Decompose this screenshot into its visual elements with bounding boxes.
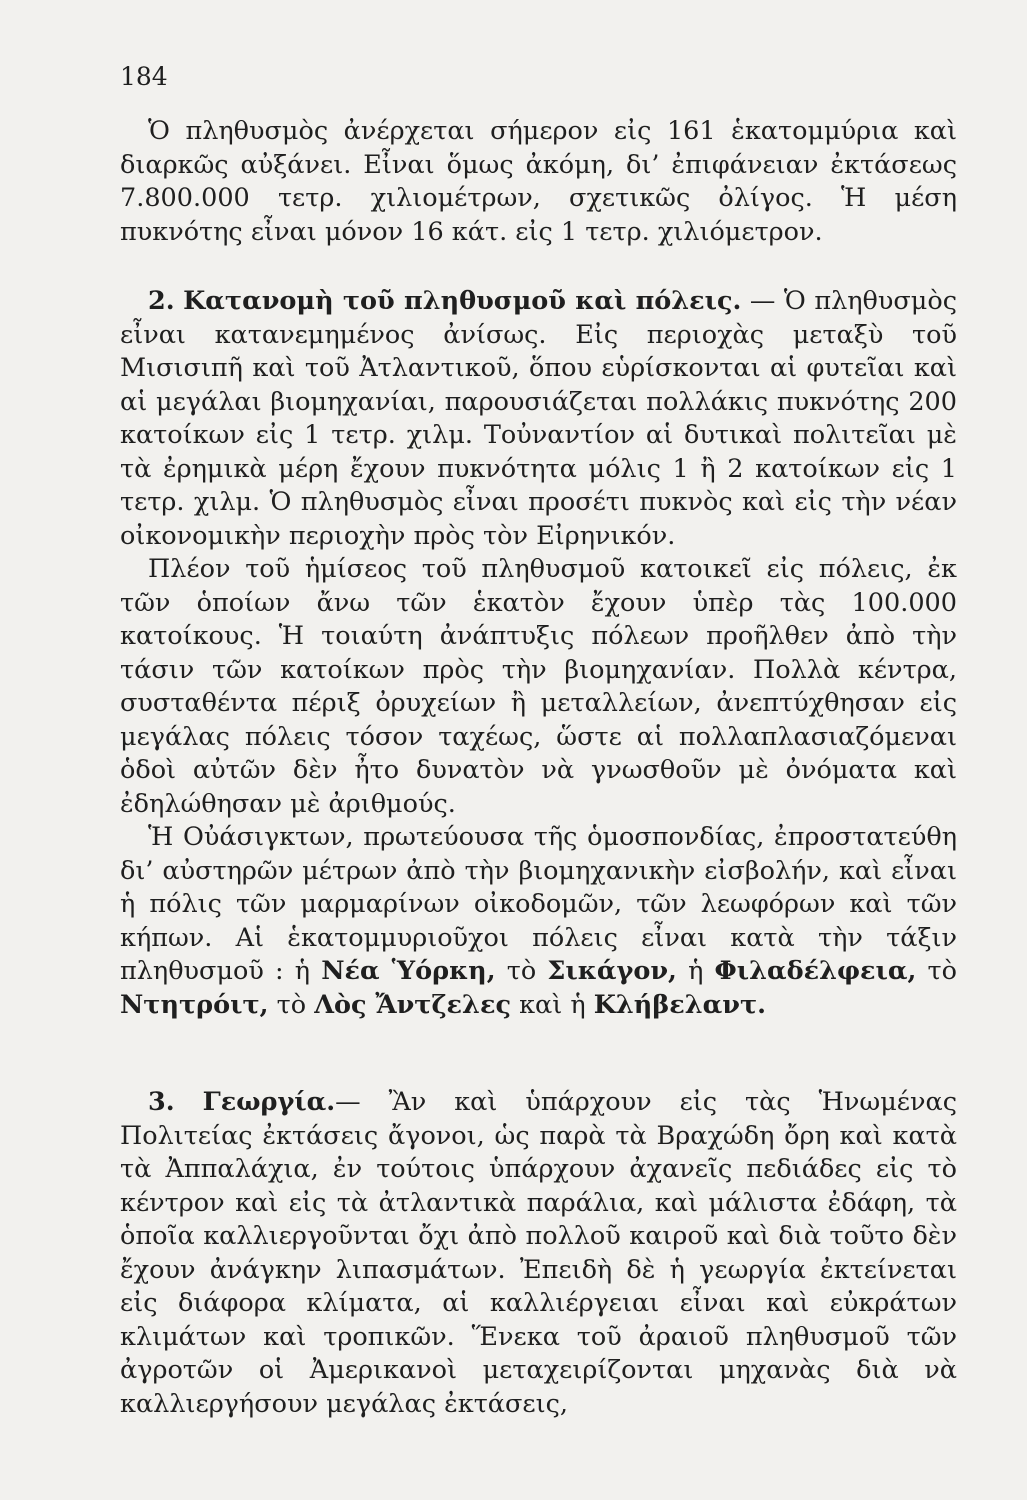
section-2-heading: Κατανομὴ τοῦ πληθυσμοῦ καὶ πόλεις. [183, 286, 742, 316]
conjunction: καὶ [519, 989, 563, 1020]
city-philadelphia: Φιλαδέλφεια, [714, 956, 917, 986]
section-3-number: 3. [148, 1087, 175, 1117]
article-4: τὸ [927, 956, 957, 986]
cities-intro-text: Ἡ Οὐάσιγκτων, πρωτεύουσα τῆς ὁμοσπονδίας, ἐπροστατεύθη δι’ αὐστηρῶν μέτρων ἀπὸ τὴν βιομηχανικὴν εἰσβολήν, καὶ εἶναι ἡ πόλις τῶν μαρμαρίνων οἰκοδομῶν, τῶν λεωφόρων καὶ τῶν κήπων. Αἱ ἑκατομμυριοῦχοι πόλεις εἶναι κατὰ τὴν τάξιν πληθυσμοῦ : [120, 822, 957, 986]
section-2-paragraph-1 [120, 285, 957, 553]
section-3-heading: Γεωργία. [202, 1087, 336, 1117]
intro-paragraph: Ὁ πληθυσμὸς ἀνέρχεται σήμερον εἰς 161 ἑκατομμύρια καὶ διαρκῶς αὐξάνει. Εἶναι ὅμως ἀκόμη, δι’ ἐπιφάνειαν ἐκτάσεως 7.800.000 τετρ. χιλιομέτρων, σχετικῶς ὀλίγος. Ἡ μέση πυκνότης εἶναι μόνον 16 κάτ. εἰς 1 τετρ. χιλιόμετρον. [120, 116, 957, 247]
section-3-paragraph [120, 1086, 957, 1421]
section-2-paragraph-2: Πλέον τοῦ ἡμίσεος τοῦ πληθυσμοῦ κατοικεῖ εἰς πόλεις, ἐκ τῶν ὁποίων ἄνω τῶν ἑκατὸν ἔχουν ὑπὲρ τὰς 100.000 κατοίκους. Ἡ τοιαύτη ἀνάπτυξις πόλεων προῆλθεν ἀπὸ τὴν τάσιν τῶν κατοίκων πρὸς τὴν βιομηχανίαν. Πολλὰ κέντρα, συσταθέντα πέριξ ὀρυχείων ἢ μεταλλείων, ἀνεπτύχθησαν εἰς μεγάλας πόλεις τόσον ταχέως, ὥστε αἱ πολλαπλασιαζόμεναι ὁδοὶ αὐτῶν δὲν ἦτο δυνατὸν νὰ γνωσθοῦν μὲ ὀνόματα καὶ ἐδηλώθησαν μὲ ἀριθμούς. [120, 554, 957, 819]
city-cleveland: Κλήβελαντ. [593, 989, 766, 1020]
city-los-angeles: Λὸς Ἄντζελες [314, 989, 511, 1020]
article-6: ἡ [570, 989, 586, 1020]
section-2-text: — Ὁ πληθυσμὸς εἶναι κατανεμημένος ἀνίσως. Εἰς περιοχὰς μεταξὺ τοῦ Μισισιπῆ καὶ τοῦ Ἀτλαντικοῦ, ὅπου εὑρίσκονται αἱ φυτεῖαι καὶ αἱ μεγάλαι βιομηχανίαι, παρουσιάζεται πολλάκις πυκνότης 200 κατοίκων εἰς 1 τετρ. χιλμ. Τοὐναντίον αἱ δυτικαὶ πολιτεῖαι μὲ τὰ ἐρημικὰ μέρη ἔχουν πυκνότητα μόλις 1 ἢ 2 κατοίκων εἰς 1 τετρ. χιλμ. Ὁ πληθυσμὸς εἶναι προσέτι πυκνὸς καὶ εἰς τὴν νέαν οἰκονομικὴν περιοχὴν πρὸς τὸν Εἰρηνικόν. [120, 286, 958, 551]
article-3: ἡ [688, 956, 704, 986]
section-2-paragraph-3 [120, 821, 957, 1022]
article-1: ἡ [294, 956, 311, 986]
city-chicago: Σικάγον, [547, 956, 677, 986]
article-2: τὸ [506, 956, 537, 986]
city-new-york: Νέα Ὑόρκη, [321, 956, 496, 986]
page-number: 184 [120, 62, 168, 91]
article-5: τὸ [276, 989, 307, 1020]
section-2-number: 2. [148, 286, 175, 316]
section-3-text: — Ἂν καὶ ὑπάρχουν εἰς τὰς Ἡνωμένας Πολιτείας ἐκτάσεις ἄγονοι, ὡς παρὰ τὰ Βραχώδη ὄρη καὶ κατὰ τὰ Ἀππαλάχια, ἐν τούτοις ὑπάρχουν ἀχανεῖς πεδιάδες εἰς τὸ κέντρον καὶ εἰς τὰ ἀτλαντικὰ παράλια, καὶ μάλιστα ἐδάφη, τὰ ὁποῖα καλλιεργοῦνται ὄχι ἀπὸ πολλοῦ καιροῦ καὶ διὰ τοῦτο δὲν ἔχουν ἀνάγκην λιπασμάτων. Ἐπειδὴ δὲ ἡ γεωργία ἐκτείνεται εἰς διάφορα κλίματα, αἱ καλλιέργειαι εἶναι καὶ εὐκράτων κλιμάτων καὶ τροπικῶν. Ἕνεκα τοῦ ἀραιοῦ πληθυσμοῦ τῶν ἀγροτῶν οἱ Ἀμερικανοὶ μεταχειρίζονται μηχανὰς διὰ νὰ καλλιεργήσουν μεγάλας ἐκτάσεις, [120, 1087, 957, 1419]
city-detroit: Ντητρόιτ, [120, 989, 269, 1020]
